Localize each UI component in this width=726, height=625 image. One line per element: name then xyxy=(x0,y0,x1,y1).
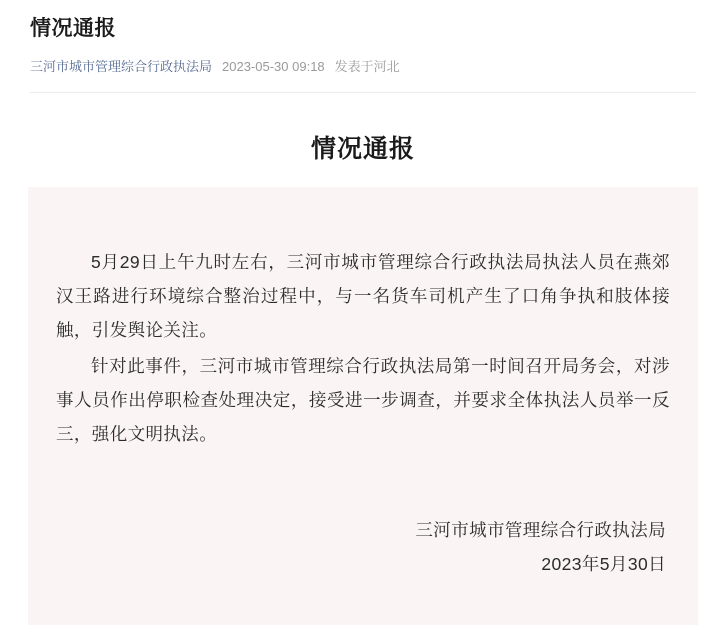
signature-date: 2023年5月30日 xyxy=(541,554,666,574)
article-header xyxy=(0,0,726,93)
content-title: 情况通报 xyxy=(310,135,415,163)
article-location: 发表于河北 xyxy=(334,59,400,74)
header-divider xyxy=(30,92,696,93)
notice-signature xyxy=(56,513,670,581)
notice-body xyxy=(28,187,698,625)
notice-paragraph-2: 针对此事件，三河市城市管理综合行政执法局第一时间召开局务会，对涉事人员作出停职检查处理决定，接受进一步调查，并要求全体执法人员举一反三，强化文明执法。 xyxy=(56,356,670,444)
notice-paragraph-1: 5月29日上午九时左右，三河市城市管理综合行政执法局执法人员在燕郊汉王路进行环境综合整治过程中，与一名货车司机产生了口角争执和肢体接触，引发舆论关注。 xyxy=(56,252,670,340)
article-meta xyxy=(30,58,696,76)
signature-organization: 三河市城市管理综合行政执法局 xyxy=(415,520,666,540)
page-title: 情况通报 xyxy=(30,17,116,40)
article-timestamp: 2023-05-30 09:18 xyxy=(222,59,325,74)
article-source-link[interactable]: 三河市城市管理综合行政执法局 xyxy=(30,59,213,74)
